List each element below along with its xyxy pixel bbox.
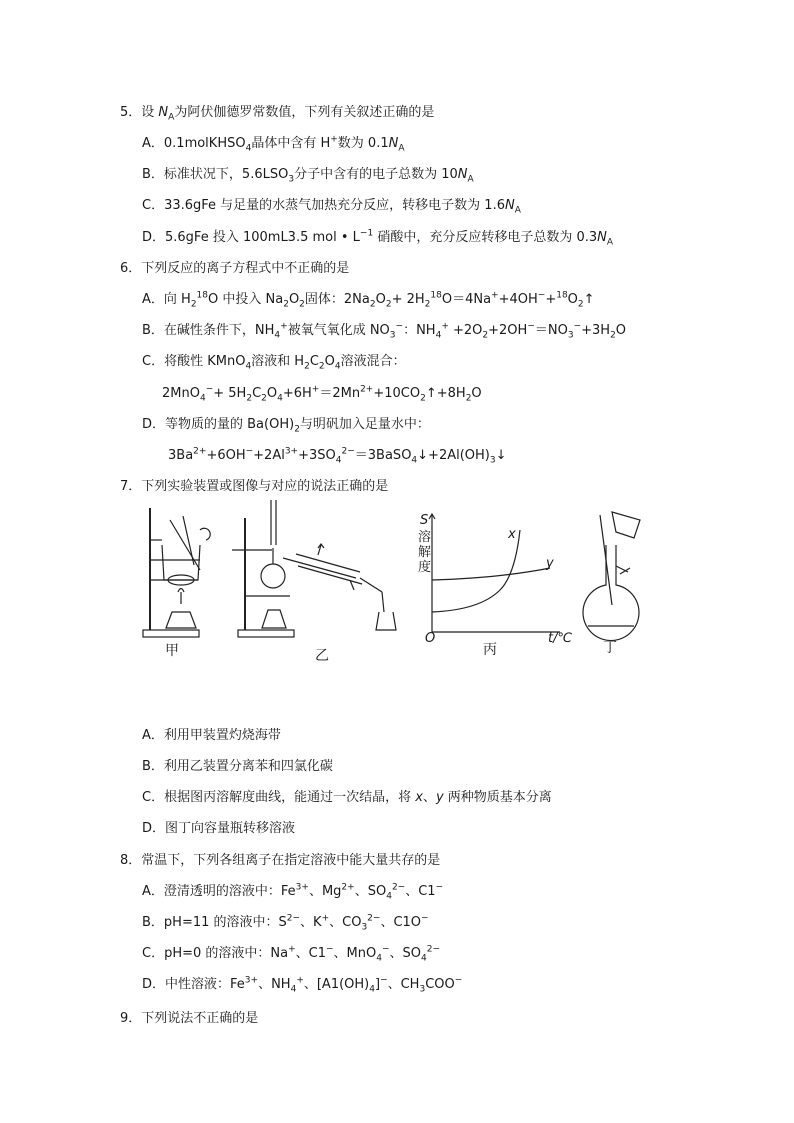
q8-option-d: D．中性溶液：$Fe^{3+}$、$NH_4^+$、$[A1(OH)_4]^-$、$CH_3COO^-$ [142, 975, 463, 995]
q6-option-b: B．在碱性条件下，$NH_4^+$被氧气氧化成 $NO_3^-$：$NH_4^+ +2O_2+2OH^-=NO_3^-+3H_2O$ [142, 321, 627, 341]
q5-option-b: B．标准状况下，$5.6LSO_3$分子中含有的电子总数为 $10N_A$ [142, 167, 474, 185]
q5-stem: 5．设 $N_A$为阿伏伽德罗常数值，下列有关叙述正确的是 [120, 105, 435, 123]
figure-label-jia: 甲 [165, 643, 179, 659]
figure-label-bing: 丙 [483, 642, 497, 658]
graph-curve-x-label: x [508, 527, 516, 542]
graph-curve-y-label: y [546, 556, 554, 571]
q7-option-b: B．利用乙装置分离苯和四氯化碳 [142, 759, 333, 774]
q6-stem: 6．下列反应的离子方程式中不正确的是 [120, 261, 350, 276]
apparatus-jia-figure [143, 508, 210, 637]
figure-label-yi: 乙 [315, 648, 329, 664]
q6-option-d-equation: $3Ba^{2+}+6OH^-+2Al^{3+}+3SO_4^{2-}=3BaSO_4↓+2Al(OH)_3↓$ [168, 446, 507, 466]
q5-option-d: D．5.6gFe 投入 100mL3.5 mol • $L^{-1}$ 硝酸中，充分反应转移电子总数为 $0.3N_A$ [142, 228, 614, 248]
q8-option-b: B．pH=11 的溶液中：$S^{2-}$、K+、$CO_3^{2-}$、C1O− [142, 913, 429, 933]
q5-option-c: C．33.6gFe 与足量的水蒸气加热充分反应，转移电子数为 $1.6N_A$ [142, 198, 521, 216]
q6-option-a: A．向 $H_2^{18}O$ 中投入 $Na_2O_2$固体：$2Na_2O_2+$ $2H_2^{18}O=4Na^++4OH^-+^{18}O_2↑$ [142, 290, 595, 310]
q6-option-c-equation: $2MnO_4^-+ 5H_2C_2O_4+6H^+=2Mn^{2+}+10CO_2↑+8H_2O$ [162, 384, 482, 404]
solubility-graph-bing [429, 514, 560, 632]
q8-option-a: A．澄清透明的溶液中：$Fe^{3+}$、$Mg^{2+}$、$SO_4^{2-}$、C1− [142, 882, 444, 902]
q7-option-d: D．图丁向容量瓶转移溶液 [142, 821, 296, 836]
q7-option-c: C．根据图丙溶解度曲线，能通过一次结晶，将 x、y 两种物质基本分离 [142, 790, 552, 805]
graph-y-axis-label: 溶解度 [418, 530, 432, 575]
apparatus-ding-figure [583, 512, 640, 641]
q8-stem: 8．常温下，下列各组离子在指定溶液中能大量共存的是 [120, 853, 441, 868]
figure-label-ding: 丁 [603, 640, 617, 656]
q5-option-a: A．0.1molKHSO$_4$晶体中含有 H+数为 $0.1N_A$ [142, 134, 405, 154]
q6-option-d: D．等物质的量的 $Ba(OH)_2$与明矾加入足量水中： [142, 417, 430, 435]
graph-t-axis-label: t/℃ [548, 631, 573, 646]
graph-s-label: S [420, 513, 429, 528]
q7-stem: 7．下列实验装置或图像与对应的说法正确的是 [120, 479, 389, 494]
q7-option-a: A．利用甲装置灼烧海带 [142, 728, 281, 743]
graph-origin-label: O [425, 631, 436, 646]
apparatus-yi-figure [232, 500, 396, 637]
q9-stem: 9．下列说法不正确的是 [120, 1011, 259, 1026]
q8-option-c: C．pH=0 的溶液中：Na+、C1−、MnO$_4$−、$SO_4^{2-}$ [142, 944, 441, 964]
q6-option-c: C．将酸性 KMnO$_4$溶液和 $H_2C_2O_4$溶液混合： [142, 354, 406, 372]
